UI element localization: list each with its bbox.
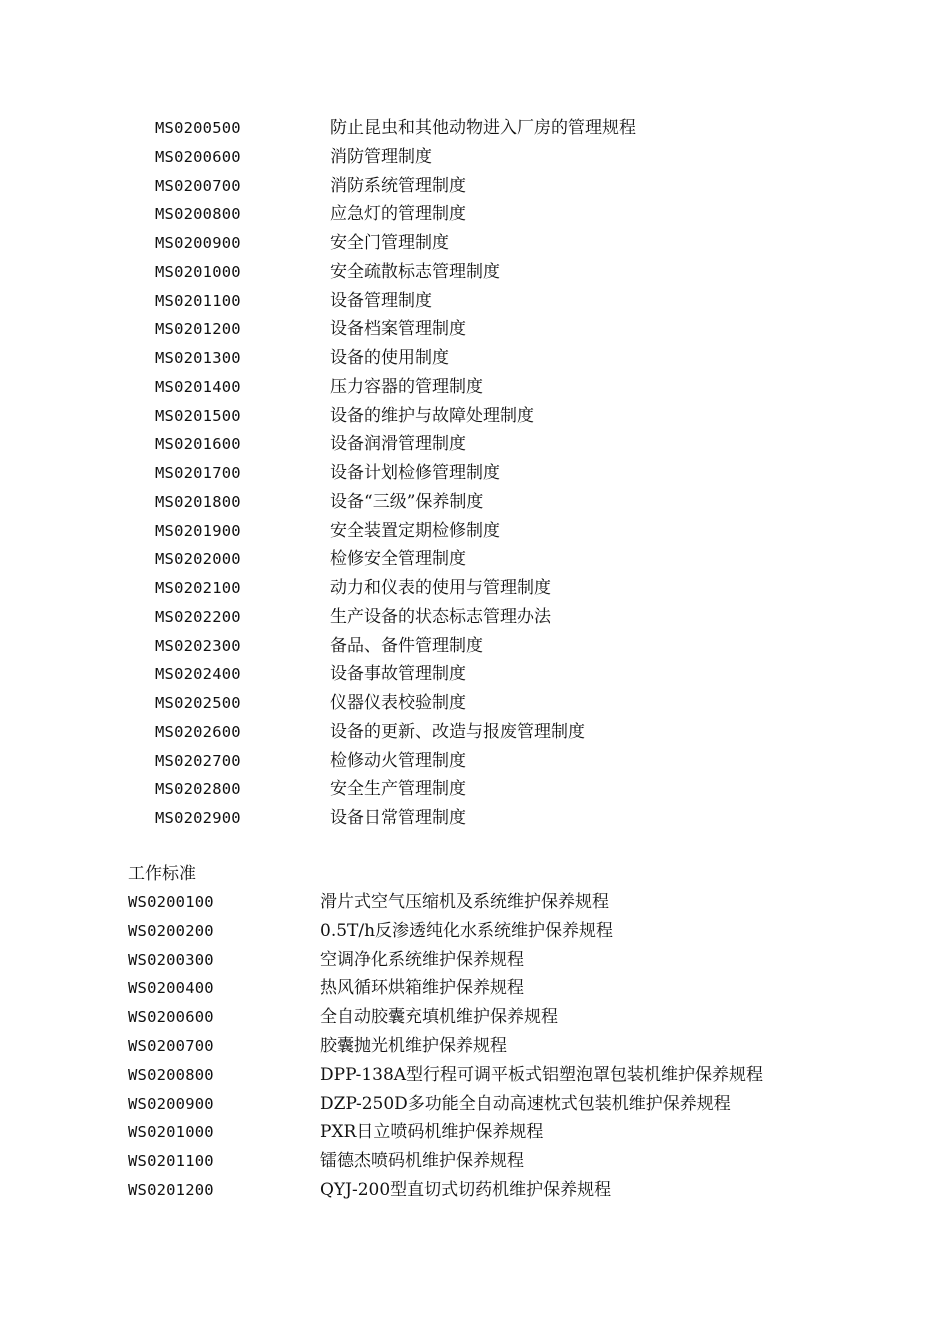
document-code: MS0202300 [155,636,241,655]
list-item [0,373,950,402]
document-code: MS0202800 [155,780,241,799]
document-title: 安全生产管理制度 [330,779,466,800]
management-standards-list [0,114,950,833]
list-item [0,517,950,546]
document-title: 镭德杰喷码机维护保养规程 [320,1151,524,1172]
document-title: 防止昆虫和其他动物进入厂房的管理规程 [330,118,636,138]
document-code: MS0202000 [155,550,241,569]
document-code: MS0201800 [155,492,241,511]
document-title: 滑片式空气压缩机及系统维护保养规程 [320,892,609,912]
document-title: 设备润滑管理制度 [330,434,466,455]
list-item [0,917,950,946]
document-title: 全自动胶囊充填机维护保养规程 [320,1007,558,1028]
work-standards-list [0,888,950,1205]
list-item [0,172,950,201]
document-code: WS0201200 [128,1180,214,1199]
document-title: 备品、备件管理制度 [330,635,483,656]
list-item [0,574,950,603]
document-code: WS0200900 [128,1094,214,1113]
document-code: MS0202400 [155,665,241,684]
list-item [0,1032,950,1061]
document-title: 检修安全管理制度 [330,549,466,570]
document-code: MS0200900 [155,234,241,252]
document-code: MS0201100 [155,291,241,310]
document-code: MS0201200 [155,320,241,339]
document-code: MS0201900 [155,521,241,540]
list-item [0,888,950,917]
document-title: PXR日立喷码机维护保养规程 [320,1122,544,1143]
document-title: 检修动火管理制度 [330,750,466,771]
document-title: 0.5T/h反渗透纯化水系统维护保养规程 [320,920,614,941]
list-item [0,747,950,776]
list-item [0,1061,950,1090]
list-item [0,430,950,459]
list-item [0,143,950,172]
document-title: 热风循环烘箱维护保养规程 [320,978,524,999]
document-code: MS0201400 [155,377,241,396]
document-title: 设备日常管理制度 [330,808,466,828]
list-item [0,402,950,431]
document-code: WS0200400 [128,979,214,998]
document-title: 生产设备的状态标志管理办法 [330,606,551,627]
list-item [0,287,950,316]
document-title: 消防管理制度 [330,146,432,167]
document-code: MS0202500 [155,694,241,712]
document-title: 动力和仪表的使用与管理制度 [330,578,551,598]
list-item [0,804,950,833]
document-code: MS0200600 [155,147,241,166]
list-item [0,974,950,1003]
document-code: MS0202100 [155,579,241,597]
document-code: WS0200800 [128,1065,214,1084]
document-code: WS0201000 [128,1123,214,1142]
document-code: MS0202900 [155,809,241,827]
document-title: 设备管理制度 [330,290,432,311]
document-title: QYJ-200型直切式切药机维护保养规程 [320,1179,612,1200]
document-title: 仪器仪表校验制度 [330,693,466,713]
document-title: 压力容器的管理制度 [330,376,483,397]
document-title: 设备“三级”保养制度 [330,491,484,512]
list-item [0,545,950,574]
document-title: 设备的更新、改造与报废管理制度 [330,721,585,742]
list-item [0,603,950,632]
list-item [0,689,950,718]
list-item [0,1003,950,1032]
document-title: 消防系统管理制度 [330,175,466,196]
document-code: MS0200700 [155,176,241,195]
document-code: WS0200700 [128,1036,214,1055]
document-code: MS0201600 [155,435,241,454]
list-item [0,200,950,229]
document-title: 设备的使用制度 [330,348,449,368]
list-item [0,1118,950,1147]
document-code: MS0201500 [155,406,241,425]
list-item [0,258,950,287]
list-item [0,114,950,143]
document-title: 设备的维护与故障处理制度 [330,405,534,426]
list-item [0,315,950,344]
document-code: WS0200100 [128,893,214,911]
document-title: 安全门管理制度 [330,233,449,253]
document-title: 胶囊抛光机维护保养规程 [320,1035,507,1056]
list-item [0,488,950,517]
list-item [0,344,950,373]
list-item [0,946,950,975]
document-title: 设备档案管理制度 [330,319,466,340]
document-title: DZP-250D多功能全自动高速枕式包装机维护保养规程 [320,1093,731,1114]
document-title: 设备事故管理制度 [330,664,466,685]
document-title: 安全疏散标志管理制度 [330,261,500,282]
document-title: 设备计划检修管理制度 [330,463,500,483]
list-item [0,632,950,661]
document-code: MS0202700 [155,751,241,770]
document-code: MS0201700 [155,464,241,482]
list-item [0,229,950,258]
document-code: MS0201000 [155,262,241,281]
document-code: MS0200500 [155,119,241,137]
document-code: WS0200600 [128,1008,214,1027]
document-title: 应急灯的管理制度 [330,204,466,225]
document-code: MS0200800 [155,205,241,224]
document-code: MS0201300 [155,349,241,367]
list-item [0,775,950,804]
document-code: WS0200300 [128,950,214,969]
list-item [0,1147,950,1176]
document-code: WS0200200 [128,921,214,940]
list-item [0,1176,950,1205]
list-item [0,718,950,747]
list-item [0,1090,950,1119]
document-title: 安全装置定期检修制度 [330,520,500,541]
list-item [0,660,950,689]
document-title: DPP-138A型行程可调平板式铝塑泡罩包装机维护保养规程 [320,1064,764,1085]
document-code: MS0202600 [155,722,241,741]
document-title: 空调净化系统维护保养规程 [320,949,524,970]
list-item [0,459,950,488]
work-standards-heading: 工作标准 [128,864,196,884]
document-code: MS0202200 [155,607,241,626]
document-code: WS0201100 [128,1152,214,1171]
